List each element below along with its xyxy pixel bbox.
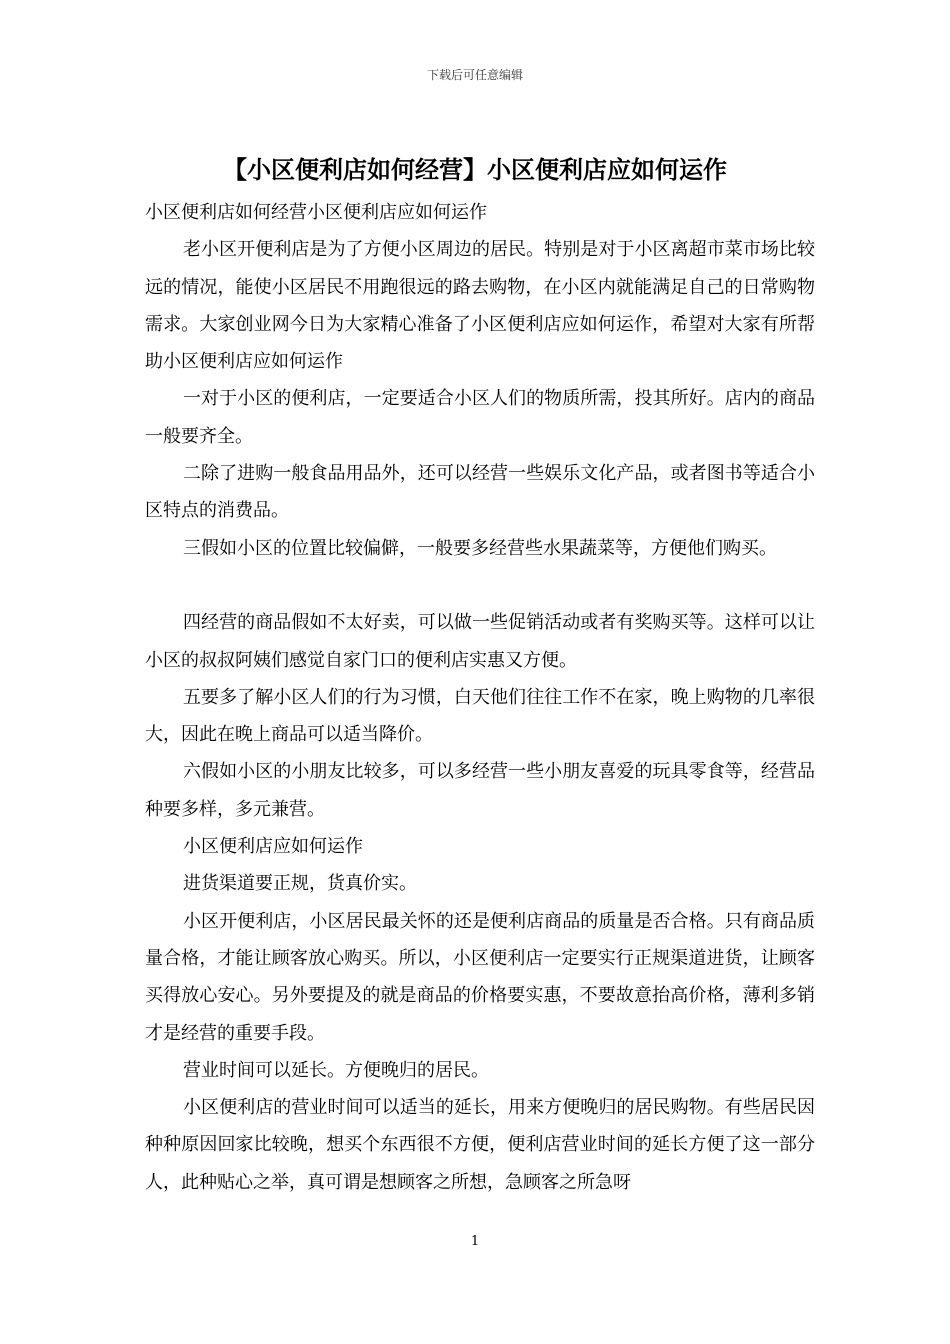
paragraph-point-3: 三假如小区的位置比较偏僻，一般要多经营些水果蔬菜等，方便他们购买。 xyxy=(183,537,777,559)
paragraph-intro: 老小区开便利店是为了方便小区周边的居民。特别是对于小区离超市菜市场比较远的情况，能使小区居民不用跑很远的路去购物，在小区内就能满足自己的日常购物需求。大家创业网今日为大家精心准备了小区便利店应如何运作，希望对大家有所帮助小区便利店应如何运作 xyxy=(145,239,815,373)
paragraph-point-4: 四经营的商品假如不太好卖，可以做一些促销活动或者有奖购买等。这样可以让小区的叔叔阿姨们感觉自家门口的便利店实惠又方便。 xyxy=(145,612,815,671)
paragraph-sourcing-heading: 进货渠道要正规，货真价实。 xyxy=(183,873,417,895)
page-number: 1 xyxy=(470,1234,480,1249)
paragraph-hours-heading: 营业时间可以延长。方便晚归的居民。 xyxy=(183,1059,489,1081)
header-note: 下载后可任意编辑 xyxy=(426,68,523,82)
paragraph-point-2: 二除了进购一般食品用品外，还可以经营一些娱乐文化产品，或者图书等适合小区特点的消费品。 xyxy=(145,463,815,522)
paragraph-subtitle: 小区便利店如何经营小区便利店应如何运作 xyxy=(145,202,487,223)
paragraph-sourcing: 小区开便利店，小区居民最关怀的还是便利店商品的质量是否合格。只有商品质量合格，才能让顾客放心购买。所以，小区便利店一定要实行正规渠道进货，让顾客买得放心安心。另外要提及的就是商品的价格要实惠，不要故意抬高价格，薄利多销才是经营的重要手段。 xyxy=(145,910,815,1044)
paragraph-point-1: 一对于小区的便利店，一定要适合小区人们的物质所需，投其所好。店内的商品一般要齐全。 xyxy=(145,388,815,447)
paragraph-spacer xyxy=(145,567,815,604)
paragraph-hours: 小区便利店的营业时间可以适当的延长，用来方便晚归的居民购物。有些居民因种种原因回家比较晚，想买个东西很不方便，便利店营业时间的延长方便了这一部分人，此种贴心之举，真可谓是想顾客之所想，急顾客之所急呀 xyxy=(145,1097,815,1193)
document-body xyxy=(145,194,815,1201)
paragraph-point-6: 六假如小区的小朋友比较多，可以多经营一些小朋友喜爱的玩具零食等，经营品种要多样，多元兼营。 xyxy=(145,761,815,820)
document-title: 【小区便利店如何经营】小区便利店应如何运作 xyxy=(223,156,727,184)
paragraph-point-5: 五要多了解小区人们的行为习惯，白天他们往往工作不在家，晚上购物的几率很大，因此在晚上商品可以适当降价。 xyxy=(145,686,815,746)
section-heading: 小区便利店应如何运作 xyxy=(183,836,363,858)
